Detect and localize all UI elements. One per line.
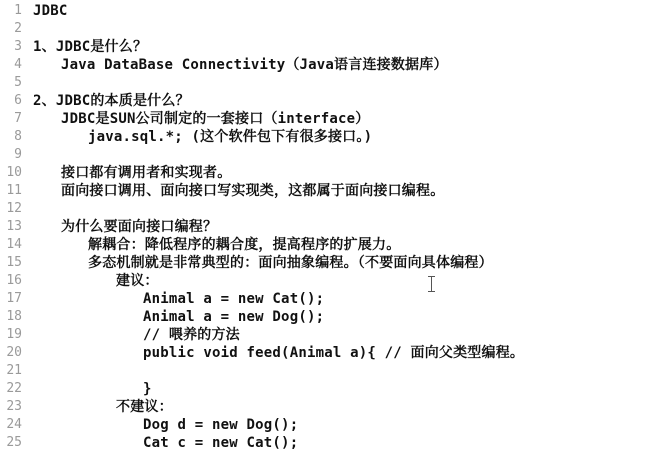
code-text: public void feed(Animal a){ // 面向父类型编程。 bbox=[143, 345, 525, 361]
line-number: 3 bbox=[14, 39, 22, 54]
code-line[interactable] bbox=[0, 432, 660, 454]
code-text: Java DataBase Connectivity（Java语言连接数据库） bbox=[61, 57, 448, 73]
line-number: 23 bbox=[6, 399, 22, 414]
line-number: 15 bbox=[6, 255, 22, 270]
code-text: 不建议： bbox=[116, 399, 173, 415]
line-number: 12 bbox=[6, 201, 22, 216]
line-number: 18 bbox=[6, 309, 22, 324]
code-text: } bbox=[143, 381, 152, 397]
code-text: 2、JDBC的本质是什么？ bbox=[33, 93, 190, 109]
code-text: JDBC bbox=[33, 3, 68, 19]
line-number: 25 bbox=[6, 435, 22, 450]
code-text: java.sql.*; (这个软件包下有很多接口。) bbox=[88, 129, 373, 145]
line-number: 11 bbox=[6, 183, 22, 198]
code-text: 多态机制就是非常典型的：面向抽象编程。（不要面向具体编程） bbox=[88, 255, 493, 271]
line-number: 1 bbox=[14, 3, 22, 18]
line-number: 20 bbox=[6, 345, 22, 360]
line-number: 13 bbox=[6, 219, 22, 234]
line-number: 4 bbox=[14, 57, 22, 72]
code-text: Cat c = new Cat(); bbox=[143, 435, 299, 451]
code-text: 为什么要面向接口编程？ bbox=[61, 219, 218, 235]
line-number: 6 bbox=[14, 93, 22, 108]
line-number: 8 bbox=[14, 129, 22, 144]
code-text: 解耦合：降低程序的耦合度，提高程序的扩展力。 bbox=[88, 237, 401, 253]
code-text: Dog d = new Dog(); bbox=[143, 417, 299, 433]
line-number: 5 bbox=[14, 75, 22, 90]
line-number: 21 bbox=[6, 363, 22, 378]
code-text: 建议： bbox=[116, 273, 159, 289]
line-number: 24 bbox=[6, 417, 22, 432]
line-number: 19 bbox=[6, 327, 22, 342]
code-text: 面向接口调用、面向接口写实现类，这都属于面向接口编程。 bbox=[61, 183, 445, 199]
line-number: 7 bbox=[14, 111, 22, 126]
code-text: 1、JDBC是什么？ bbox=[33, 39, 148, 55]
code-text: 接口都有调用者和实现者。 bbox=[61, 165, 232, 181]
code-text: Animal a = new Cat(); bbox=[143, 291, 325, 307]
code-text: JDBC是SUN公司制定的一套接口（interface） bbox=[61, 111, 370, 127]
line-number: 14 bbox=[6, 237, 22, 252]
code-text: // 喂养的方法 bbox=[143, 327, 240, 343]
line-number: 22 bbox=[6, 381, 22, 396]
text-cursor-icon bbox=[428, 276, 436, 292]
line-number: 17 bbox=[6, 291, 22, 306]
line-number: 2 bbox=[14, 21, 22, 36]
line-number: 10 bbox=[6, 165, 22, 180]
code-text: Animal a = new Dog(); bbox=[143, 309, 325, 325]
line-number: 16 bbox=[6, 273, 22, 288]
line-number: 9 bbox=[14, 147, 22, 162]
